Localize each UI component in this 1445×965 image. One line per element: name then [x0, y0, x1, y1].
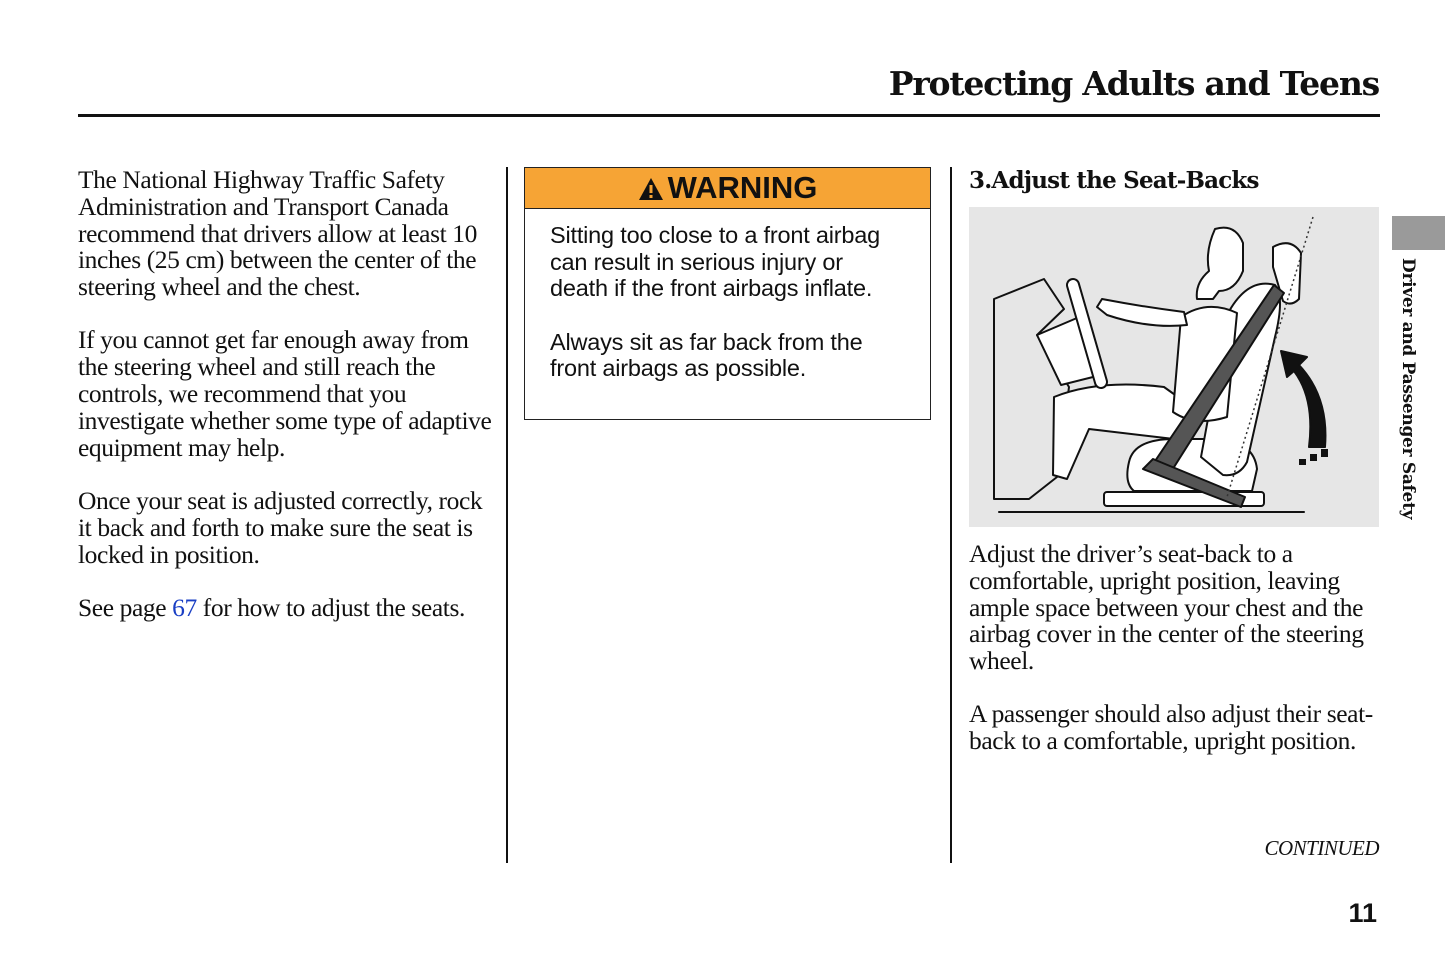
right-column-text: [969, 541, 1379, 755]
column-divider-right: [950, 167, 952, 863]
header-rule: [78, 114, 1380, 117]
see-page-suffix: for how to adjust the seats.: [196, 592, 465, 622]
paragraph-see-page: [78, 592, 498, 622]
paragraph-adaptive-equipment: If you cannot get far enough away from the steering wheel and still reach the controls, we recommend that you investigate whether some type of adaptive equipment may help.: [78, 325, 492, 462]
warning-body: [525, 209, 930, 382]
see-page-prefix: See page: [78, 592, 173, 622]
section-tab-label: Driver and Passenger Safety: [1398, 258, 1418, 520]
left-column: [78, 167, 498, 622]
column-divider-left: [506, 167, 508, 863]
page-67-link[interactable]: 67: [172, 592, 197, 622]
paragraph-passenger-seat-back: A passenger should also adjust their seat-back to a comfortable, upright position.: [969, 699, 1373, 756]
continued-label: CONTINUED: [1264, 836, 1379, 860]
warning-box: [524, 167, 931, 420]
paragraph-seat-locked: Once your seat is adjusted correctly, rock it back and forth to make sure the seat is locked in position.: [78, 485, 483, 569]
driver-seat-back-adjustment-illustration: [969, 207, 1379, 527]
page-number: 11: [1348, 898, 1377, 928]
warning-triangle-icon: [638, 177, 664, 201]
warning-title: WARNING: [667, 170, 818, 205]
section-title: 3.Adjust the Seat-Backs: [969, 167, 1259, 194]
paragraph-driver-seat-back: Adjust the driver’s seat-back to a comfortable, upright position, leaving ample space between your chest and the airbag cover in the center of the steering wheel.: [969, 539, 1364, 676]
section-tab-marker: [1392, 216, 1445, 250]
page-title: Protecting Adults and Teens: [888, 64, 1379, 103]
warning-paragraph-2: Always sit as far back from the front airbags as possible.: [550, 328, 863, 382]
warning-paragraph-1: Sitting too close to a front airbag can result in serious injury or death if the front airbags inflate.: [550, 222, 881, 302]
warning-header: [525, 168, 930, 209]
paragraph-nhtsa-recommendation: The National Highway Traffic Safety Administration and Transport Canada recommend that drivers allow at least 10 inches (25 cm) between the center of the steering wheel and the chest.: [78, 165, 477, 302]
seat-illustration-drawing: [969, 207, 1379, 527]
